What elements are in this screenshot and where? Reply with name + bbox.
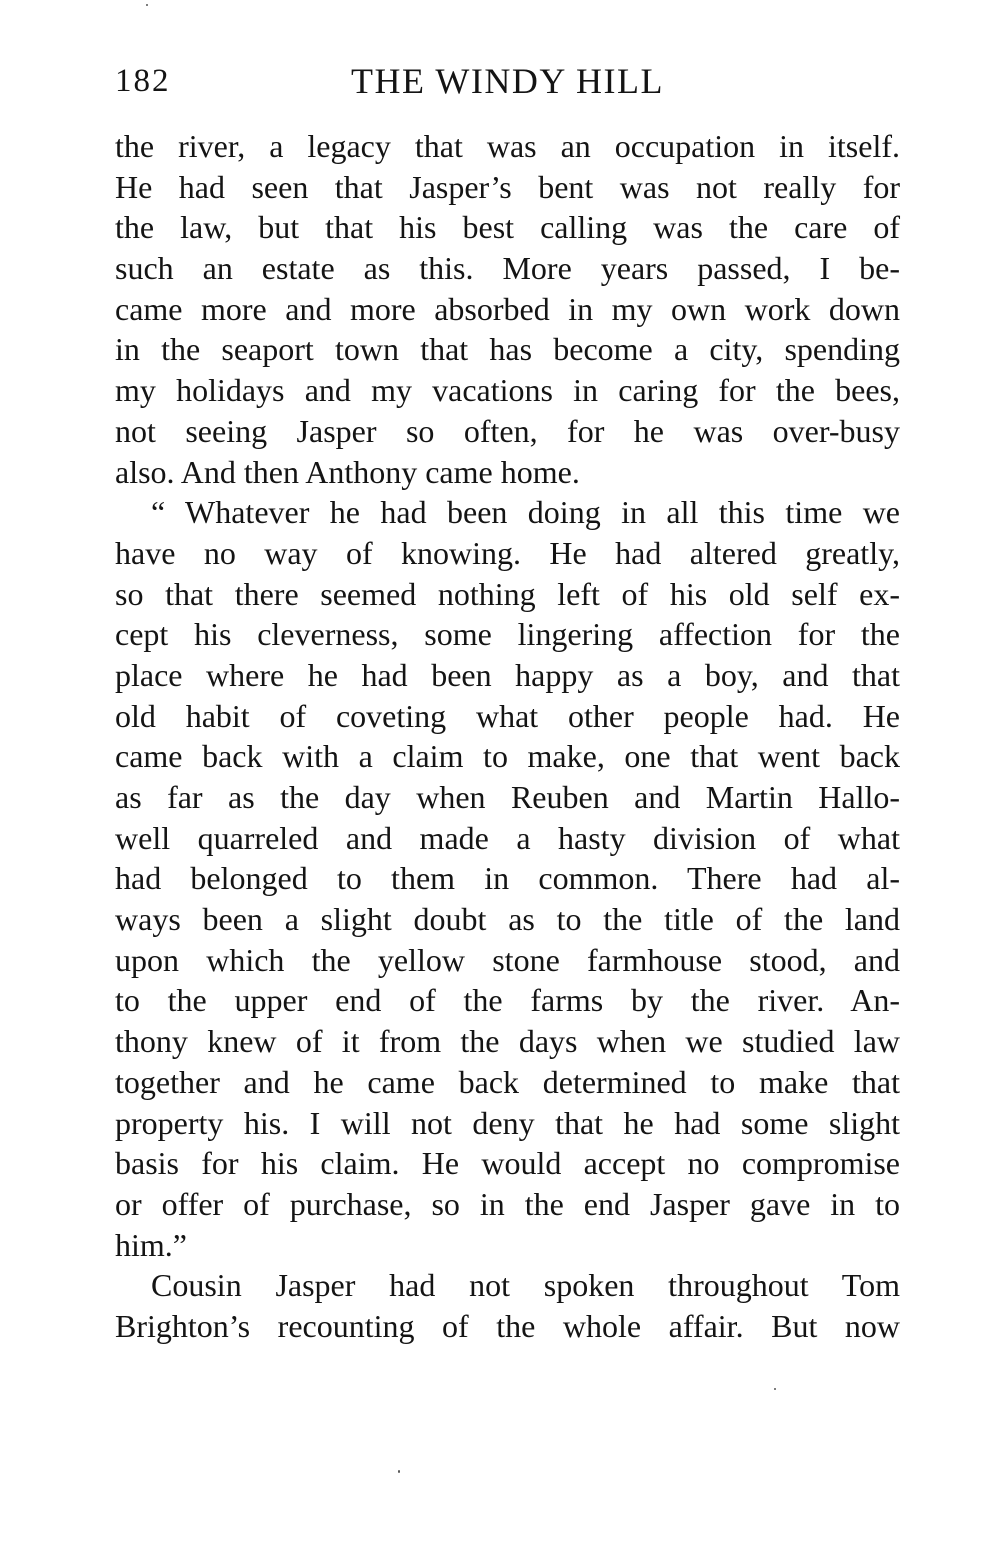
text-line: in the seaport town that has become a city, spending bbox=[115, 331, 900, 368]
text-line: the river, a legacy that was an occupation in itself. bbox=[115, 128, 900, 164]
text-line: upon which the yellow stone farmhouse stood, and bbox=[115, 941, 900, 978]
text-line: also. And then Anthony came home. bbox=[115, 453, 580, 490]
text-line: such an estate as this. More years passed, I be- bbox=[115, 250, 900, 287]
text-line: have no way of knowing. He had altered greatly, bbox=[115, 534, 900, 571]
text-line: or offer of purchase, so in the end Jasper gave in to bbox=[115, 1185, 900, 1222]
text-line: cept his cleverness, some lingering affection for the bbox=[115, 616, 900, 653]
paper-speck bbox=[146, 4, 148, 6]
text-line: not seeing Jasper so often, for he was over-busy bbox=[115, 412, 900, 449]
text-line: basis for his claim. He would accept no compromise bbox=[115, 1145, 900, 1182]
text-line: well quarreled and made a hasty division of what bbox=[115, 819, 900, 856]
text-line: place where he had been happy as a boy, and that bbox=[115, 656, 900, 693]
text-line: Brighton’s recounting of the whole affair. But now bbox=[115, 1307, 900, 1344]
text-line: came back with a claim to make, one that went back bbox=[115, 738, 900, 775]
text-line: together and he came back determined to make that bbox=[115, 1063, 900, 1100]
page-number: 182 bbox=[115, 63, 171, 99]
text-line: the law, but that his best calling was the care of bbox=[115, 209, 900, 246]
body-text bbox=[115, 126, 900, 1347]
text-line: to the upper end of the farms by the river. An- bbox=[115, 982, 900, 1019]
text-line: He had seen that Jasper’s bent was not really for bbox=[115, 168, 900, 205]
text-line: as far as the day when Reuben and Martin Hallo- bbox=[115, 779, 900, 815]
text-line: old habit of coveting what other people had. He bbox=[115, 697, 900, 734]
paper-speck bbox=[774, 1388, 776, 1390]
text-line: him.” bbox=[115, 1226, 187, 1263]
text-line: so that there seemed nothing left of his old self ex- bbox=[115, 575, 900, 612]
text-line: “ Whatever he had been doing in all this time we bbox=[151, 494, 900, 531]
text-line: ways been a slight doubt as to the title of the land bbox=[115, 901, 900, 938]
page-header bbox=[115, 56, 900, 106]
text-line: came more and more absorbed in my own work down bbox=[115, 290, 900, 327]
running-title: THE WINDY HILL bbox=[351, 61, 664, 101]
text-line: thony knew of it from the days when we studied law bbox=[115, 1023, 900, 1060]
paper-speck bbox=[398, 1470, 400, 1473]
text-line: my holidays and my vacations in caring for the bees, bbox=[115, 372, 900, 409]
text-line: had belonged to them in common. There had al- bbox=[115, 860, 900, 897]
text-line: Cousin Jasper had not spoken throughout Tom bbox=[151, 1267, 900, 1304]
text-line: property his. I will not deny that he had some slight bbox=[115, 1104, 900, 1141]
